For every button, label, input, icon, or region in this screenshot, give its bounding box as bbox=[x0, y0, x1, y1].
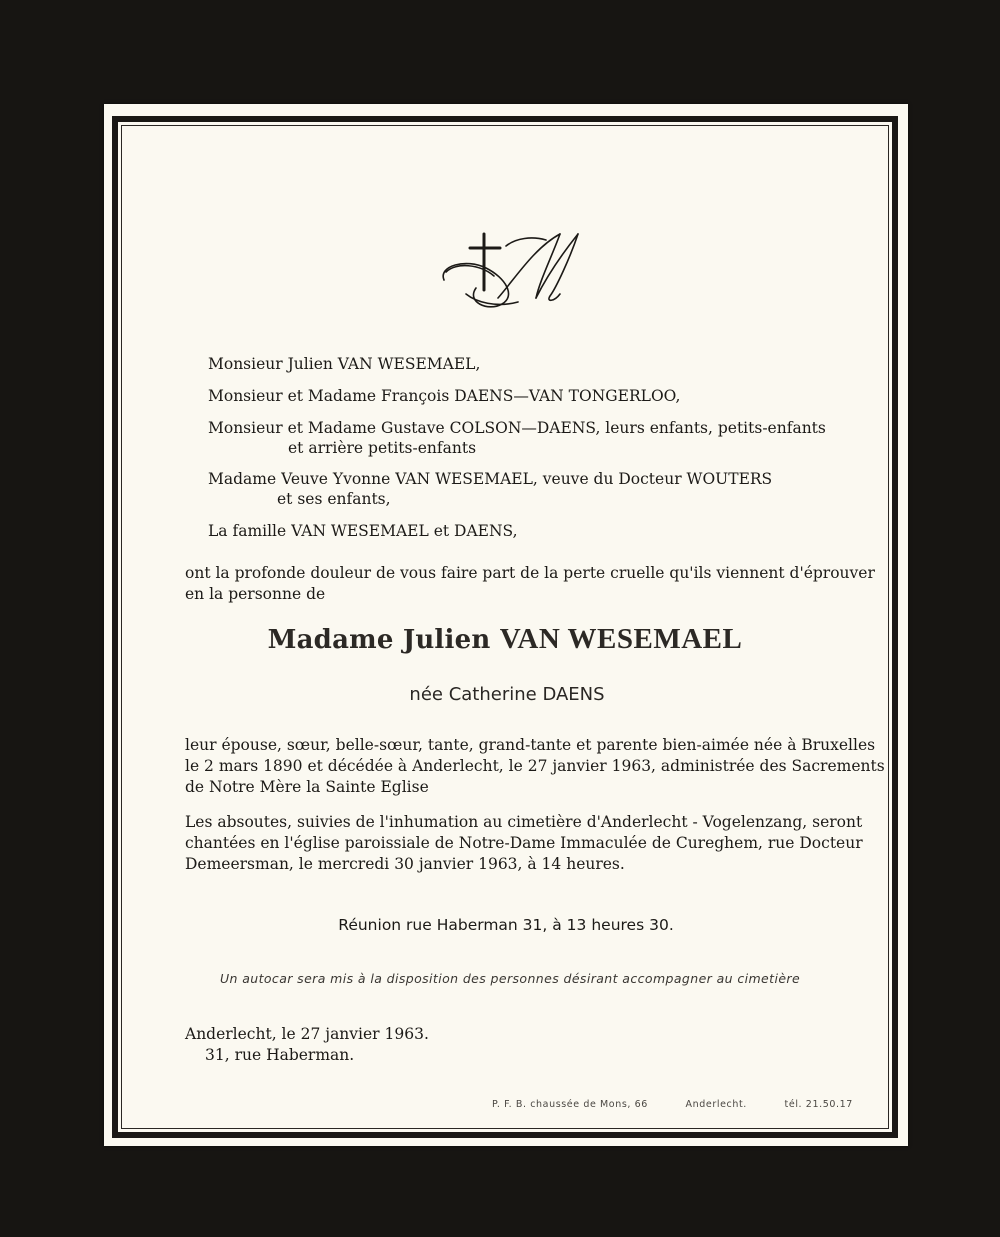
deceased-name-prefix: Madame Julien bbox=[267, 625, 491, 655]
maiden-name: née Catherine DAENS bbox=[409, 684, 605, 705]
family-line-5: La famille VAN WESEMAEL et DAENS, bbox=[208, 522, 518, 540]
autocar-notice: Un autocar sera mis à la disposition des personnes désirant accompagner au cimetière bbox=[219, 971, 801, 986]
printer-imprint bbox=[492, 1099, 853, 1110]
intro-line-1: ont la profonde douleur de vous faire part de la perte cruelle qu'ils viennent d'éprouver bbox=[185, 564, 875, 582]
printer-town: Anderlecht. bbox=[685, 1099, 747, 1110]
family-line-2: Monsieur et Madame François DAENS—VAN TONGERLOO, bbox=[208, 387, 681, 405]
cross-monogram-icon bbox=[436, 228, 586, 314]
details-line-2: le 2 mars 1890 et décédée à Anderlecht, le 27 janvier 1963, administrée des Sacrements bbox=[185, 757, 885, 775]
ceremony-line-2: chantées en l'église paroissiale de Notre-Dame Immaculée de Cureghem, rue Docteur bbox=[185, 834, 863, 852]
family-line-4-continued: et ses enfants, bbox=[277, 490, 391, 508]
printer-phone: tél. 21.50.17 bbox=[784, 1099, 853, 1110]
details-line-1: leur épouse, sœur, belle-sœur, tante, grand-tante et parente bien-aimée née à Bruxelles bbox=[185, 736, 876, 754]
reunion-notice: Réunion rue Haberman 31, à 13 heures 30. bbox=[338, 916, 674, 934]
family-line-1: Monsieur Julien VAN WESEMAEL, bbox=[208, 355, 481, 373]
deceased-name bbox=[0, 623, 1000, 656]
deceased-name-surname: VAN WESEMAEL bbox=[499, 623, 743, 655]
ceremony-line-3: Demeersman, le mercredi 30 janvier 1963, à 14 heures. bbox=[185, 855, 625, 873]
family-line-3: Monsieur et Madame Gustave COLSON—DAENS, leurs enfants, petits-enfants bbox=[208, 419, 826, 437]
printer-address: P. F. B. chaussée de Mons, 66 bbox=[492, 1099, 648, 1110]
family-line-4: Madame Veuve Yvonne VAN WESEMAEL, veuve du Docteur WOUTERS bbox=[208, 470, 773, 488]
details-line-3: de Notre Mère la Sainte Eglise bbox=[185, 778, 429, 796]
family-line-3-continued: et arrière petits-enfants bbox=[288, 439, 477, 457]
place-date: Anderlecht, le 27 janvier 1963. bbox=[185, 1025, 429, 1043]
intro-line-2: en la personne de bbox=[185, 585, 326, 603]
address: 31, rue Haberman. bbox=[205, 1046, 355, 1064]
ceremony-line-1: Les absoutes, suivies de l'inhumation au cimetière d'Anderlecht - Vogelenzang, seront bbox=[185, 813, 863, 831]
